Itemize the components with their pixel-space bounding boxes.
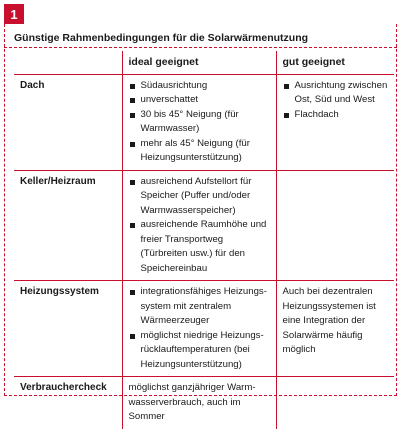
gut-cell [276, 281, 394, 377]
row-label: Verbrauchercheck [20, 382, 107, 393]
ideal-cell [122, 377, 276, 429]
header-gut: gut geeignet [276, 51, 394, 74]
row-label: Keller/Heizraum [14, 170, 122, 281]
ideal-cell [122, 281, 276, 377]
table-row [14, 377, 394, 429]
table-row [14, 170, 394, 281]
table-title: Günstige Rahmenbedingungen für die Solarwärmenutzung [14, 32, 309, 44]
list-item: unverschattet [129, 93, 270, 108]
conditions-table [14, 51, 394, 429]
table-row [14, 74, 394, 170]
header-row [14, 51, 394, 74]
title-divider [4, 47, 397, 48]
row-label: Dach [14, 74, 122, 170]
list-item: möglichst niedrige Heizungs-rücklauftemperaturen (bei Heizungsunterstützung) [129, 329, 270, 373]
gut-cell [276, 377, 394, 429]
ideal-cell [122, 74, 276, 170]
ideal-cell [122, 170, 276, 281]
list-item: mehr als 45° Neigung (für Heizungsunterstützung) [129, 137, 270, 166]
row-label: Heizungssystem [14, 281, 122, 377]
list-item: ausreichend Aufstellort für Speicher (Puffer und/oder Warmwasserspeicher) [129, 175, 270, 219]
list-item: Ausrichtung zwischen Ost, Süd und West [283, 79, 389, 108]
header-empty [14, 51, 122, 74]
header-ideal: ideal geeignet [122, 51, 276, 74]
list-item: 30 bis 45° Neigung (für Warmwasser) [129, 108, 270, 137]
list-item: ausreichende Raumhöhe und freier Transportweg (Türbreiten usw.) für den Speichereinbau [129, 218, 270, 276]
gut-text: Auch bei dezentralen Heizungssystemen ist eine Integration der Solarwärme häufig möglich [282, 286, 376, 355]
list-item: Südausrichtung [129, 79, 270, 94]
gut-cell [276, 74, 394, 170]
figure-number-badge: 1 [4, 4, 24, 24]
list-item: Flachdach [283, 108, 389, 123]
gut-cell [276, 170, 394, 281]
table-row [14, 281, 394, 377]
ideal-text: möglichst ganzjähriger Warm-wasserverbrauch, auch im Sommer [128, 382, 256, 422]
list-item: integrationsfähiges Heizungs-system mit zentralem Wärmeerzeuger [129, 285, 270, 329]
